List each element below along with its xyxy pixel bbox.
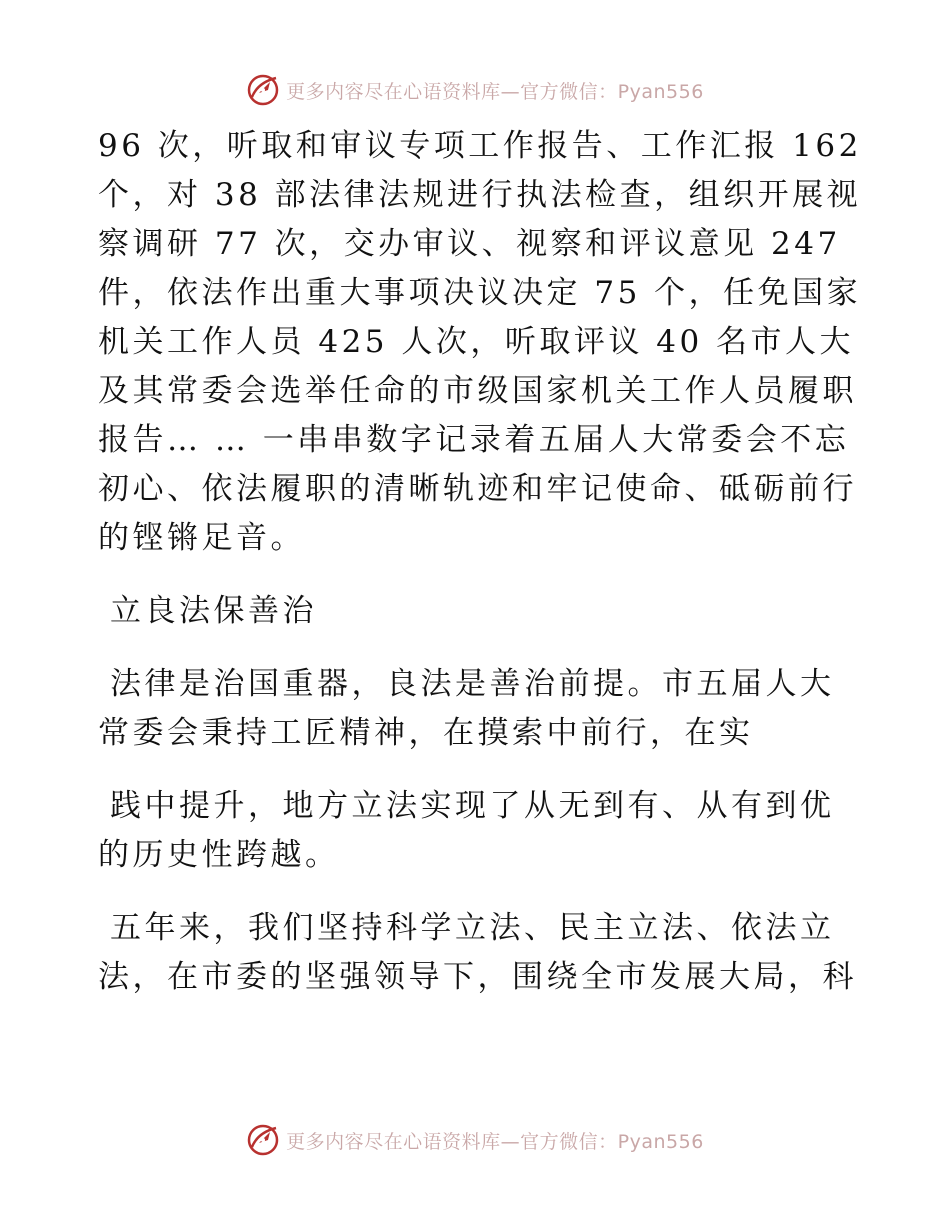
- pen-nib-circle-icon: [246, 1123, 280, 1157]
- text-line: 及其常委会选举任命的市级国家机关工作人员履职: [98, 373, 857, 409]
- footer-banner-text: 更多内容尽在心语资料库—官方微信：Pyan556: [286, 1130, 704, 1153]
- paragraph-five-years: [98, 904, 858, 1002]
- paragraph-rule-of-law: [98, 660, 858, 758]
- pen-nib-circle-icon: [246, 73, 280, 107]
- text-line: 践中提升，地方立法实现了从无到有、从有到优: [110, 788, 835, 824]
- text-line: 五年来，我们坚持科学立法、民主立法、依法立: [110, 910, 835, 946]
- document-body: [98, 122, 862, 1002]
- text-line: 法律是治国重器，良法是善治前提。市五届人大: [110, 666, 835, 702]
- paragraph-practice: [98, 782, 858, 880]
- section-heading: 立良法保善治: [110, 593, 317, 629]
- text-line: 个，对 38 部法律法规进行执法检查，组织开展视: [98, 177, 862, 213]
- text-line: 96 次，听取和审议专项工作报告、工作汇报 162: [98, 128, 862, 164]
- header-banner-text: 更多内容尽在心语资料库—官方微信：Pyan556: [286, 80, 704, 103]
- text-line: 报告… … 一串串数字记录着五届人大常委会不忘: [98, 422, 850, 458]
- text-line: 的历史性跨越。: [98, 837, 340, 873]
- footer-banner: [0, 1120, 950, 1160]
- text-line: 法，在市委的坚强领导下，围绕全市发展大局，科: [98, 959, 857, 995]
- text-line: 件，依法作出重大事项决议决定 75 个，任免国家: [98, 275, 862, 311]
- text-line: 机关工作人员 425 人次，听取评议 40 名市人大: [98, 324, 855, 360]
- text-line: 察调研 77 次，交办审议、视察和评议意见 247: [98, 226, 841, 262]
- text-line: 的铿锵足音。: [98, 520, 305, 556]
- paragraph-stats: [98, 122, 862, 563]
- header-banner: [0, 70, 950, 110]
- text-line: 初心、依法履职的清晰轨迹和牢记使命、砥砺前行: [98, 471, 857, 507]
- text-line: 常委会秉持工匠精神，在摸索中前行，在实: [98, 715, 754, 751]
